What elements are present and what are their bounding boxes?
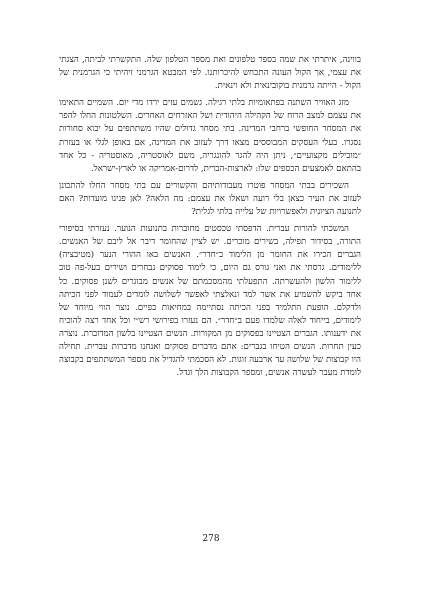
- paragraph-1: בווינה, איתרתי את שמה בספר טלפונים ואת מספר הטלפון שלה. התקשרתי לביתה, הצגתי את עצמי, אך הקול העונה התכחש להיכרותנו. לפי המבטא הגרמני זיהיתי כי הגרמנית של הקול - הייתה גרמנית בוקובינאית ולא וינאית.: [59, 55, 361, 92]
- paragraph-3: השכירים בבתי המסחר פוטרו מעבודותיהם והקשורים עם בתי מסחר החלו להתכונן לעזוב את העיר כצאן בלי רועה ושאלו את עצמם: מה הלאה? לאן פנינו מועדות? האם לתנועה הציונית ולאפשרויות של עלייה בלתי לגלית?: [59, 180, 361, 218]
- body-text: [59, 54, 361, 384]
- paragraph-4: המשכתי להורות עברית. הדפסתי טכסטים מחוברות בתנועות הנוער. נעזרתי בסיפורי התורה, בסידור תפילה, בשירים מוכרים. יש לציין שהחומר דיבר אל ליבם של האנשים. הגברים הכירו את החומר מן הלימוד ב״חדר״. האנשים באו ההורי הנער (מטיבציה) ללימודים. גרסתי את ואני גורס גם היום, כי לימוד פסוקים נבחרים ושירים בעל-פה טוב ללימוד הלשון ולהעשרתה. התפעלתי מהמסכמתם של אנשים מבוגרים לשנן פסוקים. כל אחד ביקש להשמיע את אשר למד ונאלצתי לאפשר לשלושה לומדים לעמוד לפני הכיתה ולדקלם. הופעת התלמיד בפני הכיתה נסתיימה במחיאות כפיים. נוצר הווי מיוחד של לימודים, בייחוד לאלה שלמדו פעם ב״חדר״. הם נעזרו בפירושי רש״י וכל אחד רצה להוכיח את ידענותו. הגברים הצטיינו בפסוקים מן המקורות. הנשים הצטיינו בלשון המדוברת. נוצרה כעין תחרות. הנשים הטיחו בגברים: אתם מדברים פסוקים ואנחנו מדברות עברית. תחילה היו קבוצות של שלושה עד ארבעה זוגות. לא הסכמתי להגדיל את מספר המשתתפים בקבוצה לומדת מעבר לעשרה אנשים, ומספר הקבוצות הלך וגדל.: [59, 224, 361, 379]
- page-number: 278: [202, 534, 220, 544]
- paragraph-2: מזג האוויר השתנה בפתאומיות בלתי רגילה. גשמים עזים ירדו מדי יום. השמיים התאימו את עצמם למצב הרוח של הקהילה היהודית ושל האזרחים האחרים. השלטונות החלו להפר את המסחר החופשי ברחבי המדינה. בתי מסחר גדולים שהיו משתתפים על יבוא סחורות נסגרו. בעלי העסקים המבוססים מצאו דרך לעזוב את המדינה, אם באופן לגלי או בעזרת ״מובילים מקצועיים״, ניתן היה להגר להונגריה, משם לאוסטריה, מאוסטריה - כל אחד בהתאם לאמצעים הכספים שלו: לארצות-הברית, לדרום-אמריקה או לארץ-ישראל.: [59, 98, 361, 174]
